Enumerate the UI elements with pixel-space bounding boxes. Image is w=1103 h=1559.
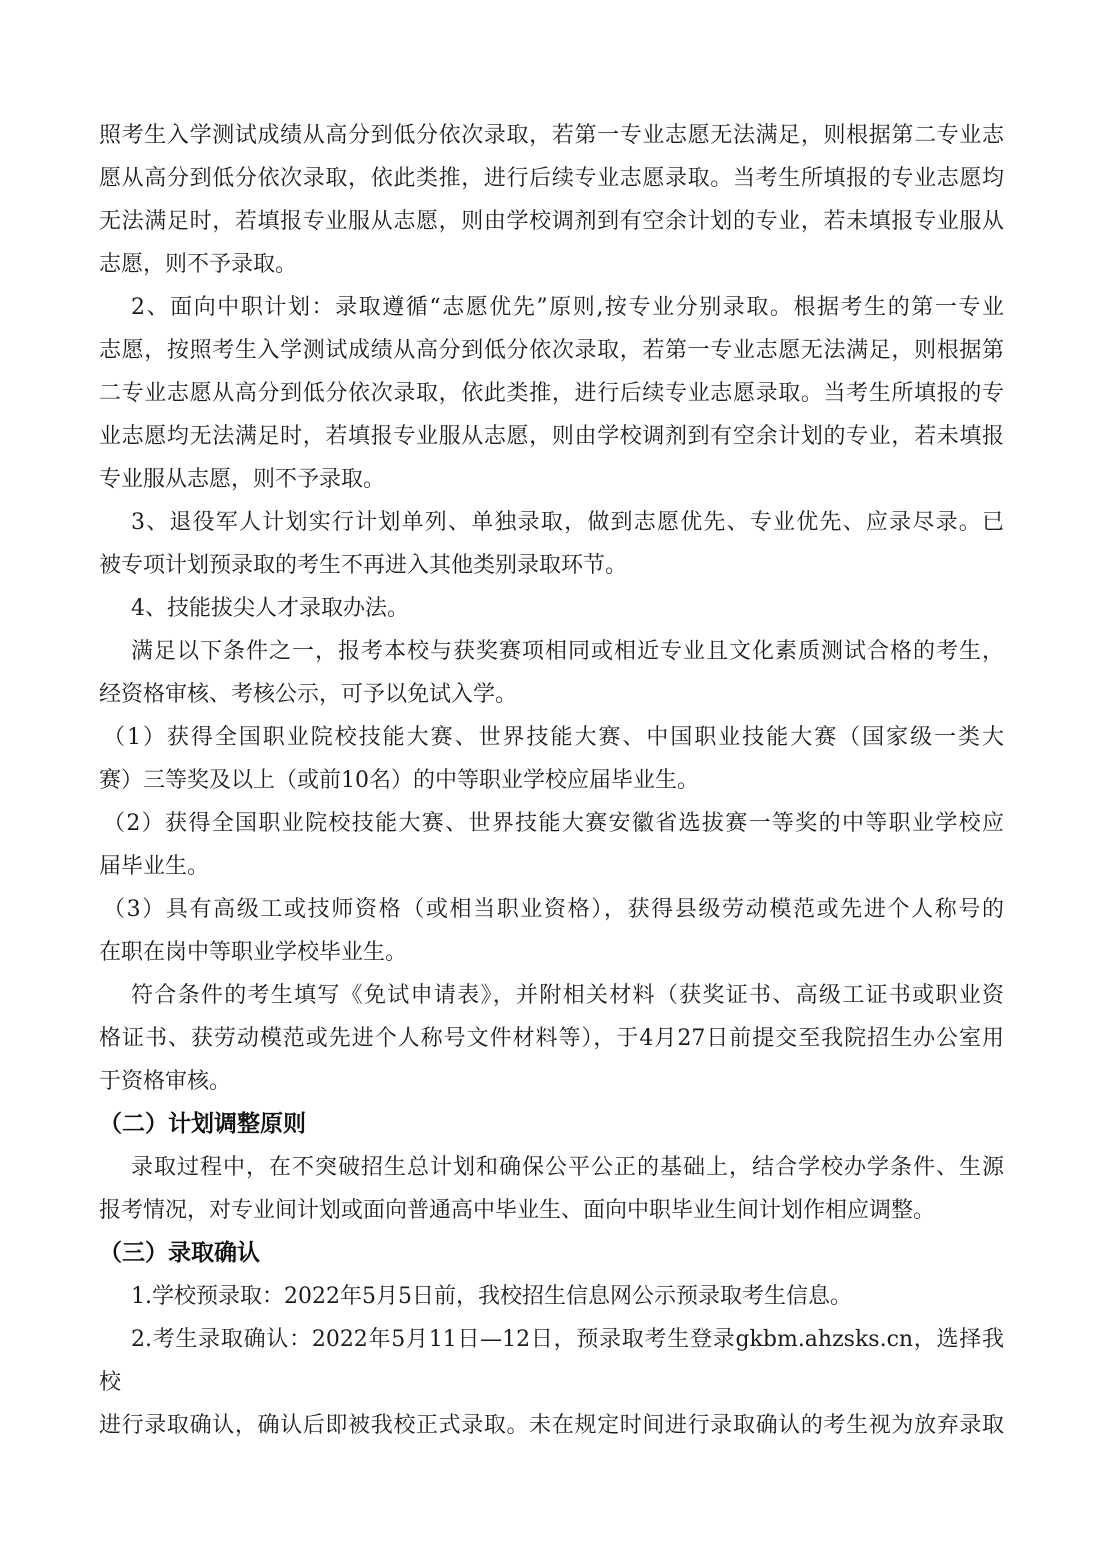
- text-line: 业志愿均无法满足时，若填报专业服从志愿，则由学校调剂到有空余计划的专业，若未填报: [99, 424, 1004, 449]
- text-line: 录取过程中，在不突破招生总计划和确保公平公正的基础上，结合学校办学条件、生源: [131, 1155, 1004, 1180]
- text-line: 愿从高分到低分依次录取，依此类推，进行后续专业志愿录取。当考生所填报的专业志愿均: [99, 166, 1004, 191]
- text-line: 进行录取确认，确认后即被我校正式录取。未在规定时间进行录取确认的考生视为放弃录取: [99, 1413, 1004, 1438]
- text-line: 志愿，则不予录取。: [99, 252, 298, 277]
- text-line: 二专业志愿从高分到低分依次录取，依此类推，进行后续专业志愿录取。当考生所填报的专: [99, 381, 1004, 406]
- text-line: 1.学校预录取：2022年5月5日前，我校招生信息网公示预录取考生信息。: [131, 1284, 852, 1309]
- text-line: 2.考生录取确认：2022年5月11日—12日，预录取考生登录gkbm.ahzsks.cn，选择我校: [99, 1327, 1004, 1395]
- text-line: 4、技能拔尖人才录取办法。: [131, 596, 409, 621]
- text-line: 无法满足时，若填报专业服从志愿，则由学校调剂到有空余计划的专业，若未填报专业服从: [99, 209, 1004, 234]
- text-line: 于资格审核。: [99, 1069, 232, 1094]
- text-line: （1）获得全国职业院校技能大赛、世界技能大赛、中国职业技能大赛（国家级一类大: [103, 725, 1004, 750]
- text-line: 在职在岗中等职业学校毕业生。: [99, 940, 408, 965]
- text-line: 格证书、获劳动模范或先进个人称号文件材料等），于4月27日前提交至我院招生办公室用: [99, 1026, 1004, 1051]
- text-line: 经资格审核、考核公示，可予以免试入学。: [99, 682, 518, 707]
- document-content: [99, 114, 1004, 1447]
- text-line: 符合条件的考生填写《免试申请表》，并附相关材料（获奖证书、高级工证书或职业资: [131, 983, 1004, 1008]
- text-line: 3、退役军人计划实行计划单列、单独录取，做到志愿优先、专业优先、应录尽录。已: [131, 510, 1004, 535]
- text-line: 赛）三等奖及以上（或前10名）的中等职业学校应届毕业生。: [99, 768, 699, 793]
- text-line: 照考生入学测试成绩从高分到低分依次录取，若第一专业志愿无法满足，则根据第二专业志: [99, 123, 1004, 148]
- text-line: （2）获得全国职业院校技能大赛、世界技能大赛安徽省选拔赛一等奖的中等职业学校应: [103, 811, 1004, 836]
- text-line: 志愿，按照考生入学测试成绩从高分到低分依次录取，若第一专业志愿无法满足，则根据第: [99, 338, 1004, 363]
- text-line: 满足以下条件之一，报考本校与获奖赛项相同或相近专业且文化素质测试合格的考生，: [131, 639, 1004, 664]
- text-line: 报考情况，对专业间计划或面向普通高中毕业生、面向中职毕业生间计划作相应调整。: [99, 1198, 936, 1223]
- text-line: 被专项计划预录取的考生不再进入其他类别录取环节。: [99, 553, 628, 578]
- text-line: （3）具有高级工或技师资格（或相当职业资格），获得县级劳动模范或先进个人称号的: [103, 897, 1004, 922]
- text-line: 2、面向中职计划：录取遵循“志愿优先”原则,按专业分别录取。根据考生的第一专业: [131, 295, 1004, 320]
- text-line: 专业服从志愿，则不予录取。: [99, 467, 386, 492]
- section-heading: （二）计划调整原则: [99, 1111, 306, 1137]
- section-heading: （三）录取确认: [99, 1240, 260, 1266]
- text-line: 届毕业生。: [99, 854, 210, 879]
